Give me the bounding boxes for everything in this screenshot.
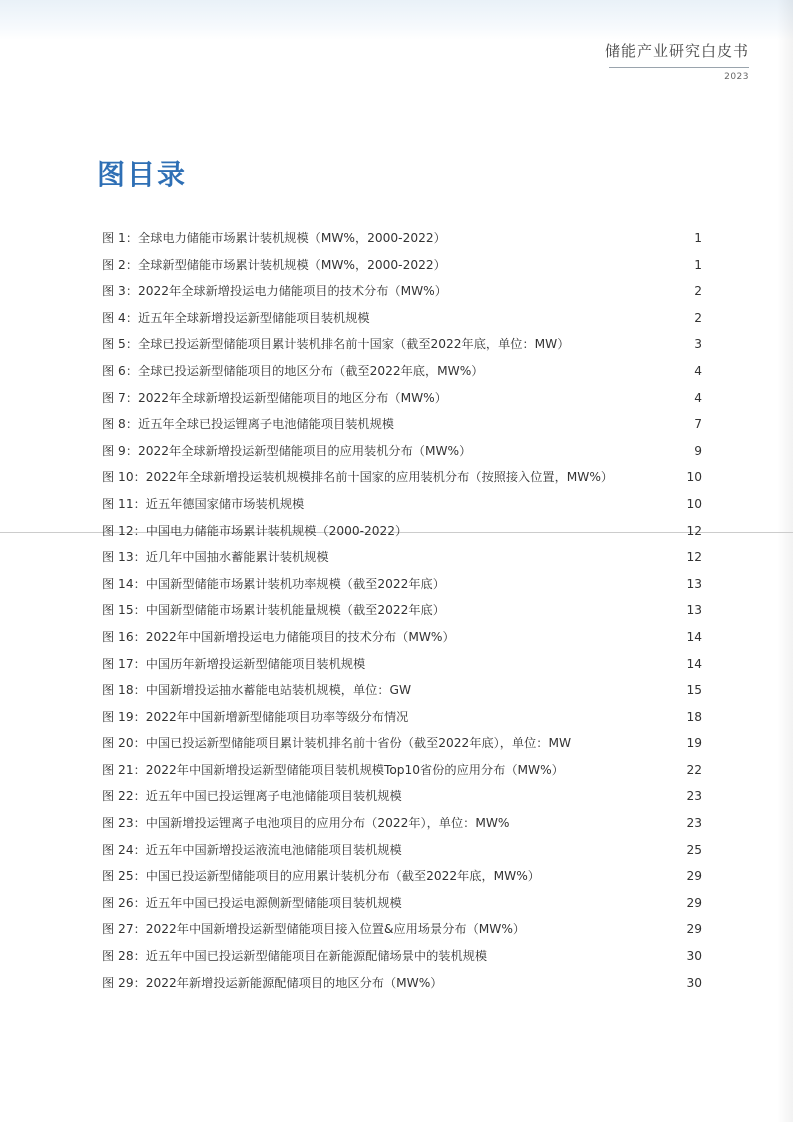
toc-entry[interactable] [102, 495, 702, 522]
toc-entry[interactable] [102, 389, 702, 416]
toc-entry-label: 图 18：中国新增投运抽水蓄能电站装机规模，单位：GW [102, 683, 412, 698]
toc-entry-label: 图 17：中国历年新增投运新型储能项目装机规模 [102, 656, 366, 671]
toc-entry-label: 图 12：中国电力储能市场累计装机规模（2000-2022） [102, 523, 408, 538]
toc-entry[interactable] [102, 522, 702, 549]
toc-entry[interactable] [102, 920, 702, 947]
toc-entry-label: 图 23：中国新增投运锂离子电池项目的应用分布（2022年），单位：MW% [102, 816, 510, 831]
header-gradient-band [0, 0, 793, 40]
toc-entry-page-number: 18 [686, 709, 702, 724]
toc-entry[interactable] [102, 335, 702, 362]
toc-entry-page-number: 4 [694, 363, 702, 378]
toc-entry-page-number: 23 [686, 816, 702, 831]
toc-entry-page-number: 29 [686, 922, 702, 937]
toc-entry[interactable] [102, 575, 702, 602]
toc-entry-label: 图 22：近五年中国已投运锂离子电池储能项目装机规模 [102, 789, 402, 804]
toc-entry-label: 图 24：近五年中国新增投运液流电池储能项目装机规模 [102, 842, 402, 857]
toc-entry-label: 图 10：2022年全球新增投运装机规模排名前十国家的应用装机分布（按照接入位置，MW%） [102, 470, 614, 485]
toc-entry[interactable] [102, 681, 702, 708]
toc-entry-label: 图 14：中国新型储能市场累计装机功率规模（截至2022年底） [102, 576, 445, 591]
header-title: 储能产业研究白皮书 [604, 42, 749, 60]
toc-entry-label: 图 8：近五年全球已投运锂离子电池储能项目装机规模 [102, 417, 394, 432]
toc-entry[interactable] [102, 655, 702, 682]
toc-entry[interactable] [102, 601, 702, 628]
toc-entry-page-number: 9 [694, 443, 702, 458]
toc-entry-page-number: 14 [686, 629, 702, 644]
toc-entry-label: 图 15：中国新型储能市场累计装机能量规模（截至2022年底） [102, 603, 445, 618]
toc-entry[interactable] [102, 787, 702, 814]
toc-entry-page-number: 4 [694, 390, 702, 405]
scan-edge-shade [777, 0, 793, 1122]
toc-entry[interactable] [102, 867, 702, 894]
toc-entry-page-number: 12 [686, 523, 702, 538]
toc-entry-label: 图 3：2022年全球新增投运电力储能项目的技术分布（MW%） [102, 284, 447, 299]
toc-entry-label: 图 21：2022年中国新增投运新型储能项目装机规模Top10省份的应用分布（MW%） [102, 762, 564, 777]
toc-entry-page-number: 14 [686, 656, 702, 671]
toc-entry[interactable] [102, 548, 702, 575]
toc-entry-label: 图 27：2022年中国新增投运新型储能项目接入位置&应用场景分布（MW%） [102, 922, 526, 937]
toc-entry-label: 图 29：2022年新增投运新能源配储项目的地区分布（MW%） [102, 975, 443, 990]
toc-entry-page-number: 23 [686, 789, 702, 804]
toc-entry-page-number: 30 [686, 949, 702, 964]
toc-entry-label: 图 11：近五年德国家储市场装机规模 [102, 496, 305, 511]
toc-entry-page-number: 12 [686, 550, 702, 565]
toc-entry-label: 图 7：2022年全球新增投运新型储能项目的地区分布（MW%） [102, 390, 447, 405]
toc-entry-page-number: 30 [686, 975, 702, 990]
toc-entry-label: 图 19：2022年中国新增新型储能项目功率等级分布情况 [102, 709, 409, 724]
toc-entry-page-number: 13 [686, 576, 702, 591]
toc-entry[interactable] [102, 309, 702, 336]
toc-entry[interactable] [102, 282, 702, 309]
toc-entry-label: 图 16：2022年中国新增投运电力储能项目的技术分布（MW%） [102, 629, 455, 644]
toc-entry[interactable] [102, 761, 702, 788]
toc-entry-page-number: 10 [686, 470, 702, 485]
running-header [605, 40, 749, 82]
toc-entry[interactable] [102, 947, 702, 974]
toc-entry[interactable] [102, 974, 702, 1001]
toc-entry-page-number: 13 [686, 603, 702, 618]
toc-entry[interactable] [102, 628, 702, 655]
toc-entry[interactable] [102, 362, 702, 389]
toc-entry-label: 图 25：中国已投运新型储能项目的应用累计装机分布（截至2022年底，MW%） [102, 869, 540, 884]
header-year: 2023 [724, 72, 749, 82]
toc-entry-page-number: 1 [694, 231, 702, 245]
toc-entry[interactable] [102, 415, 702, 442]
toc-entry-page-number: 25 [686, 842, 702, 857]
toc-entry-label: 图 5：全球已投运新型储能项目累计装机排名前十国家（截至2022年底，单位：MW） [102, 337, 570, 352]
toc-entry-page-number: 2 [694, 310, 702, 325]
toc-entry-page-number: 3 [694, 337, 702, 352]
toc-entry[interactable] [102, 841, 702, 868]
toc-entry-page-number: 19 [686, 736, 702, 751]
toc-entry-label: 图 2：全球新型储能市场累计装机规模（MW%，2000-2022） [102, 257, 446, 272]
toc-entry-label: 图 20：中国已投运新型储能项目累计装机排名前十省份（截至2022年底），单位：MW [102, 736, 572, 751]
toc-entry-page-number: 7 [694, 417, 702, 432]
toc-entry-label: 图 4：近五年全球新增投运新型储能项目装机规模 [102, 310, 370, 325]
toc-entry-label: 图 13：近几年中国抽水蓄能累计装机规模 [102, 550, 329, 565]
toc-entry-page-number: 29 [686, 895, 702, 910]
toc-entry-label: 图 9：2022年全球新增投运新型储能项目的应用装机分布（MW%） [102, 443, 472, 458]
toc-entry-label: 图 28：近五年中国已投运新型储能项目在新能源配储场景中的装机规模 [102, 949, 488, 964]
toc-entry-page-number: 10 [686, 496, 702, 511]
toc-entry[interactable] [102, 708, 702, 735]
figure-list [102, 229, 702, 1000]
toc-entry-page-number: 2 [694, 284, 702, 299]
toc-entry[interactable] [102, 229, 702, 256]
toc-entry[interactable] [102, 894, 702, 921]
toc-entry-page-number: 29 [686, 869, 702, 884]
page-title: 图目录 [97, 158, 188, 191]
header-divider [609, 67, 749, 68]
toc-entry[interactable] [102, 442, 702, 469]
toc-entry-label: 图 6：全球已投运新型储能项目的地区分布（截至2022年底，MW%） [102, 363, 484, 378]
toc-entry-page-number: 22 [686, 762, 702, 777]
toc-entry-label: 图 1：全球电力储能市场累计装机规模（MW%，2000-2022） [102, 231, 446, 245]
toc-entry[interactable] [102, 814, 702, 841]
toc-entry[interactable] [102, 734, 702, 761]
toc-entry[interactable] [102, 256, 702, 283]
toc-entry-page-number: 15 [686, 683, 702, 698]
toc-entry-page-number: 1 [694, 257, 702, 272]
toc-entry[interactable] [102, 468, 702, 495]
toc-entry-label: 图 26：近五年中国已投运电源侧新型储能项目装机规模 [102, 895, 402, 910]
